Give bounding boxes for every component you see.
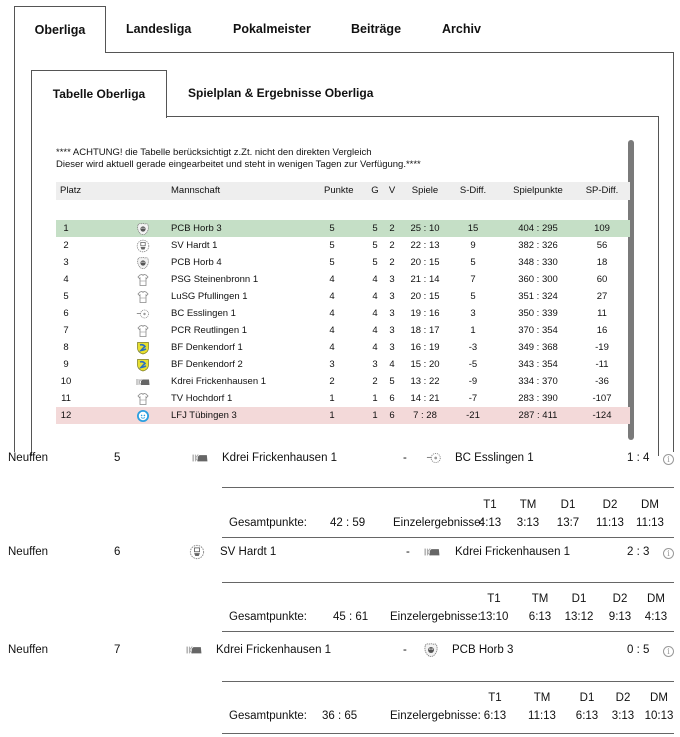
row-spielpunkte: 343 : 354 (518, 359, 558, 370)
row-spielpunkte: 349 : 368 (518, 342, 558, 353)
match-separator: - (403, 644, 407, 656)
row-team-name[interactable]: BC Esslingen 1 (171, 308, 236, 319)
notice-text (56, 147, 421, 171)
match-location: Neuffen (8, 644, 49, 656)
header-spielpunkte[interactable]: Spielpunkte (513, 185, 563, 196)
single-result: 11:13 (596, 517, 624, 529)
kdrei-icon (418, 544, 446, 560)
row-team-name[interactable]: LFJ Tübingen 3 (171, 410, 237, 421)
match-away-team[interactable]: Kdrei Frickenhausen 1 (455, 546, 571, 558)
row-spielpunkte: 334 : 370 (518, 376, 558, 387)
row-g: 3 (372, 359, 378, 370)
row-s-diff: 5 (470, 257, 476, 268)
row-g: 5 (372, 223, 378, 234)
table-row[interactable] (56, 356, 630, 373)
row-spielpunkte: 360 : 300 (518, 274, 558, 285)
row-g: 4 (372, 308, 378, 319)
pcb-horb-icon (136, 222, 150, 236)
row-v: 6 (389, 410, 395, 421)
row-platz: 11 (61, 393, 71, 404)
row-team-name[interactable]: BF Denkendorf 1 (171, 342, 243, 353)
match-home-team[interactable]: Kdrei Frickenhausen 1 (216, 644, 332, 656)
tab-spielplan-ergebnisse[interactable]: Spielplan & Ergebnisse Oberliga (188, 86, 374, 100)
single-col-header: D1 (579, 692, 595, 704)
jersey-icon (136, 392, 150, 406)
row-v: 3 (389, 308, 395, 319)
table-row[interactable] (56, 305, 630, 322)
row-v: 2 (389, 223, 395, 234)
row-spielpunkte: 348 : 330 (518, 257, 558, 268)
row-spiele: 20 : 15 (410, 257, 440, 268)
single-result: 13:10 (479, 611, 509, 623)
row-spiele: 18 : 17 (410, 325, 440, 336)
row-sp-diff: -36 (595, 376, 609, 387)
row-s-diff: 7 (470, 274, 476, 285)
match-score: 1 : 4 (627, 452, 650, 464)
match-away-team[interactable]: PCB Horb 3 (452, 644, 514, 656)
match-day: 7 (114, 644, 121, 656)
single-col-header: TM (519, 499, 537, 511)
row-s-diff: -21 (466, 410, 480, 421)
row-sp-diff: 18 (596, 257, 608, 268)
header-spiele[interactable]: Spiele (411, 185, 439, 196)
single-results-label: Einzelergebnisse: (393, 517, 484, 529)
row-spielpunkte: 350 : 339 (518, 308, 558, 319)
single-col-header: D2 (612, 593, 628, 605)
row-punkte: 1 (329, 410, 335, 421)
row-team-name[interactable]: PCB Horb 3 (171, 223, 222, 234)
match-separator: - (406, 546, 410, 558)
notice-line-2: Dieser wird aktuell gerade eingearbeitet und steht in wenigen Tagen zur Verfügung.**** (56, 159, 421, 170)
lfj-tuebingen-icon (136, 409, 150, 423)
row-spielpunkte: 382 : 326 (518, 240, 558, 251)
row-v: 3 (389, 291, 395, 302)
match-divider (222, 631, 674, 632)
kdrei-icon (180, 642, 208, 658)
table-row[interactable] (56, 288, 630, 305)
kdrei-icon (186, 450, 214, 466)
top-tab-bar (14, 6, 680, 52)
row-spiele: 25 : 10 (410, 223, 440, 234)
row-v: 2 (389, 257, 395, 268)
tab-beitraege[interactable]: Beiträge (351, 22, 402, 36)
row-platz: 1 (63, 223, 69, 234)
single-results-label: Einzelergebnisse: (390, 611, 481, 623)
single-col-header: D1 (571, 593, 587, 605)
row-team-name[interactable]: PSG Steinenbronn 1 (171, 274, 259, 285)
total-points-value: 36 : 65 (322, 710, 358, 722)
row-team-name[interactable]: SV Hardt 1 (171, 240, 218, 251)
row-punkte: 3 (329, 359, 335, 370)
single-col-header: DM (650, 692, 668, 704)
row-punkte: 1 (329, 393, 335, 404)
row-v: 3 (389, 325, 395, 336)
match-day: 6 (114, 546, 121, 558)
row-s-diff: 9 (470, 240, 476, 251)
row-spiele: 15 : 20 (410, 359, 440, 370)
single-col-header: T1 (487, 593, 501, 605)
row-team-name[interactable]: TV Hochdorf 1 (171, 393, 233, 404)
row-sp-diff: -19 (595, 342, 609, 353)
row-platz: 2 (63, 240, 69, 251)
table-row[interactable] (56, 339, 630, 356)
row-g: 1 (372, 393, 378, 404)
single-col-header: D2 (602, 499, 618, 511)
match-separator: - (403, 452, 407, 464)
single-result: 13:12 (564, 611, 594, 623)
row-s-diff: -3 (468, 342, 478, 353)
row-platz: 10 (60, 376, 72, 387)
row-punkte: 5 (329, 240, 335, 251)
row-sp-diff: 56 (596, 240, 608, 251)
row-team-name[interactable]: LuSG Pfullingen 1 (171, 291, 248, 302)
single-result: 11:13 (528, 710, 556, 722)
row-spielpunkte: 287 : 411 (518, 410, 558, 421)
row-spiele: 16 : 19 (410, 342, 440, 353)
row-spielpunkte: 370 : 354 (518, 325, 558, 336)
header-sp-diff[interactable]: SP-Diff. (585, 185, 619, 196)
row-punkte: 4 (329, 308, 335, 319)
single-result: 13:7 (556, 517, 580, 529)
match-divider (222, 537, 674, 538)
total-points-label: Gesamtpunkte: (229, 611, 307, 623)
tab-oberliga[interactable]: Oberliga (14, 6, 106, 53)
single-results-label: Einzelergebnisse: (390, 710, 481, 722)
total-points-value: 45 : 61 (333, 611, 369, 623)
row-spielpunkte: 351 : 324 (518, 291, 558, 302)
row-spiele: 20 : 15 (410, 291, 440, 302)
row-platz: 6 (63, 308, 69, 319)
row-spiele: 13 : 22 (410, 376, 440, 387)
row-v: 2 (389, 240, 395, 251)
match-divider (222, 733, 674, 734)
row-v: 5 (389, 376, 395, 387)
row-v: 4 (389, 359, 395, 370)
single-result: 6:13 (483, 710, 507, 722)
total-points-value: 42 : 59 (330, 517, 366, 529)
header-g[interactable]: G (371, 185, 379, 196)
header-punkte[interactable]: Punkte (324, 185, 354, 196)
pcb-horb-icon (417, 642, 445, 658)
single-result: 11:13 (636, 517, 664, 529)
row-spiele: 21 : 14 (410, 274, 440, 285)
row-spiele: 19 : 16 (410, 308, 440, 319)
match-away-team[interactable]: BC Esslingen 1 (455, 452, 534, 464)
row-g: 5 (372, 240, 378, 251)
single-col-header: TM (533, 692, 551, 704)
info-icon[interactable]: i (663, 454, 674, 465)
total-points-label: Gesamtpunkte: (229, 710, 307, 722)
row-s-diff: 15 (467, 223, 479, 234)
row-s-diff: -5 (468, 359, 478, 370)
match-divider (222, 582, 674, 583)
row-platz: 7 (63, 325, 69, 336)
single-result: 6:13 (575, 710, 599, 722)
row-g: 5 (372, 257, 378, 268)
row-punkte: 2 (329, 376, 335, 387)
single-col-header: TM (531, 593, 549, 605)
row-sp-diff: 109 (594, 223, 610, 234)
row-punkte: 4 (329, 291, 335, 302)
row-sp-diff: -124 (592, 410, 612, 421)
row-team-name[interactable]: Kdrei Frickenhausen 1 (171, 376, 267, 387)
row-platz: 3 (63, 257, 69, 268)
single-result: 4:13 (644, 611, 668, 623)
row-spiele: 22 : 13 (410, 240, 440, 251)
single-col-header: DM (647, 593, 665, 605)
row-g: 4 (372, 342, 378, 353)
table-row[interactable] (56, 373, 630, 390)
row-spiele: 7 : 28 (413, 410, 437, 421)
jersey-icon (136, 273, 150, 287)
bc-esslingen-icon (136, 307, 150, 321)
row-punkte: 5 (329, 223, 335, 234)
match-home-team[interactable]: SV Hardt 1 (220, 546, 277, 558)
match-location: Neuffen (8, 452, 49, 464)
single-result: 4:13 (478, 517, 502, 529)
sv-hardt-icon (136, 239, 150, 253)
row-g: 4 (372, 325, 378, 336)
single-result: 10:13 (644, 710, 674, 722)
row-sp-diff: 60 (596, 274, 608, 285)
row-sp-diff: -107 (592, 393, 612, 404)
kdrei-icon (136, 375, 150, 389)
row-platz: 9 (63, 359, 69, 370)
table-row[interactable] (56, 322, 630, 339)
row-sp-diff: 11 (597, 308, 607, 319)
row-s-diff: -9 (468, 376, 478, 387)
row-v: 6 (389, 393, 395, 404)
row-s-diff: -7 (468, 393, 478, 404)
row-sp-diff: -11 (595, 359, 609, 370)
row-punkte: 4 (329, 274, 335, 285)
match-day: 5 (114, 452, 121, 464)
info-icon[interactable]: i (663, 548, 674, 559)
total-points-label: Gesamtpunkte: (229, 517, 307, 529)
row-v: 3 (389, 342, 395, 353)
single-col-header: DM (641, 499, 659, 511)
row-v: 3 (389, 274, 395, 285)
row-punkte: 5 (329, 257, 335, 268)
row-team-name[interactable]: BF Denkendorf 2 (171, 359, 243, 370)
tab-landesliga[interactable]: Landesliga (126, 22, 192, 36)
row-platz: 5 (63, 291, 69, 302)
tab-tabelle-oberliga[interactable]: Tabelle Oberliga (31, 70, 167, 118)
row-sp-diff: 27 (596, 291, 608, 302)
table-row[interactable] (56, 271, 630, 288)
table-header (56, 182, 630, 200)
single-col-header: D1 (560, 499, 576, 511)
row-spiele: 14 : 21 (410, 393, 440, 404)
match-home-team[interactable]: Kdrei Frickenhausen 1 (222, 452, 338, 464)
single-col-header: D2 (615, 692, 631, 704)
row-team-name[interactable]: PCB Horb 4 (171, 257, 222, 268)
table-row[interactable] (56, 237, 630, 254)
tab-archiv[interactable]: Archiv (442, 22, 481, 36)
single-col-header: T1 (488, 692, 502, 704)
jersey-icon (136, 290, 150, 304)
row-sp-diff: 16 (596, 325, 608, 336)
bf-denkendorf-icon (136, 341, 150, 355)
sv-hardt-icon (183, 544, 211, 560)
info-icon[interactable]: i (663, 646, 674, 657)
single-col-header: T1 (483, 499, 497, 511)
header-mannschaft[interactable]: Mannschaft (171, 185, 221, 196)
header-platz[interactable]: Platz (60, 185, 82, 196)
row-g: 4 (372, 274, 378, 285)
pcb-horb-icon (136, 256, 150, 270)
row-spielpunkte: 283 : 390 (518, 393, 558, 404)
row-platz: 4 (63, 274, 69, 285)
single-result: 9:13 (608, 611, 632, 623)
row-punkte: 4 (329, 342, 335, 353)
row-s-diff: 5 (470, 291, 476, 302)
row-s-diff: 1 (470, 325, 476, 336)
bc-esslingen-icon (420, 450, 448, 466)
match-location: Neuffen (8, 546, 49, 558)
single-result: 3:13 (516, 517, 540, 529)
match-divider (222, 487, 674, 488)
row-g: 2 (372, 376, 378, 387)
bf-denkendorf-icon (136, 358, 150, 372)
row-platz: 12 (60, 410, 72, 421)
row-s-diff: 3 (470, 308, 476, 319)
row-g: 1 (372, 410, 378, 421)
single-result: 6:13 (528, 611, 552, 623)
match-score: 2 : 3 (627, 546, 650, 558)
table-row[interactable] (56, 254, 630, 271)
row-g: 4 (372, 291, 378, 302)
header-v[interactable]: V (388, 185, 396, 196)
row-spielpunkte: 404 : 295 (518, 223, 558, 234)
table-row[interactable] (56, 220, 630, 237)
tab-pokalmeister[interactable]: Pokalmeister (233, 22, 311, 36)
header-s-diff[interactable]: S-Diff. (459, 185, 487, 196)
table-row[interactable] (56, 407, 630, 424)
row-punkte: 4 (329, 325, 335, 336)
match-divider (222, 681, 674, 682)
row-platz: 8 (63, 342, 69, 353)
single-result: 3:13 (611, 710, 635, 722)
notice-line-1: **** ACHTUNG! die Tabelle berücksichtigt z.Zt. nicht den direkten Vergleich (56, 147, 372, 158)
row-team-name[interactable]: PCR Reutlingen 1 (171, 325, 248, 336)
match-score: 0 : 5 (627, 644, 650, 656)
jersey-icon (136, 324, 150, 338)
table-row[interactable] (56, 390, 630, 407)
